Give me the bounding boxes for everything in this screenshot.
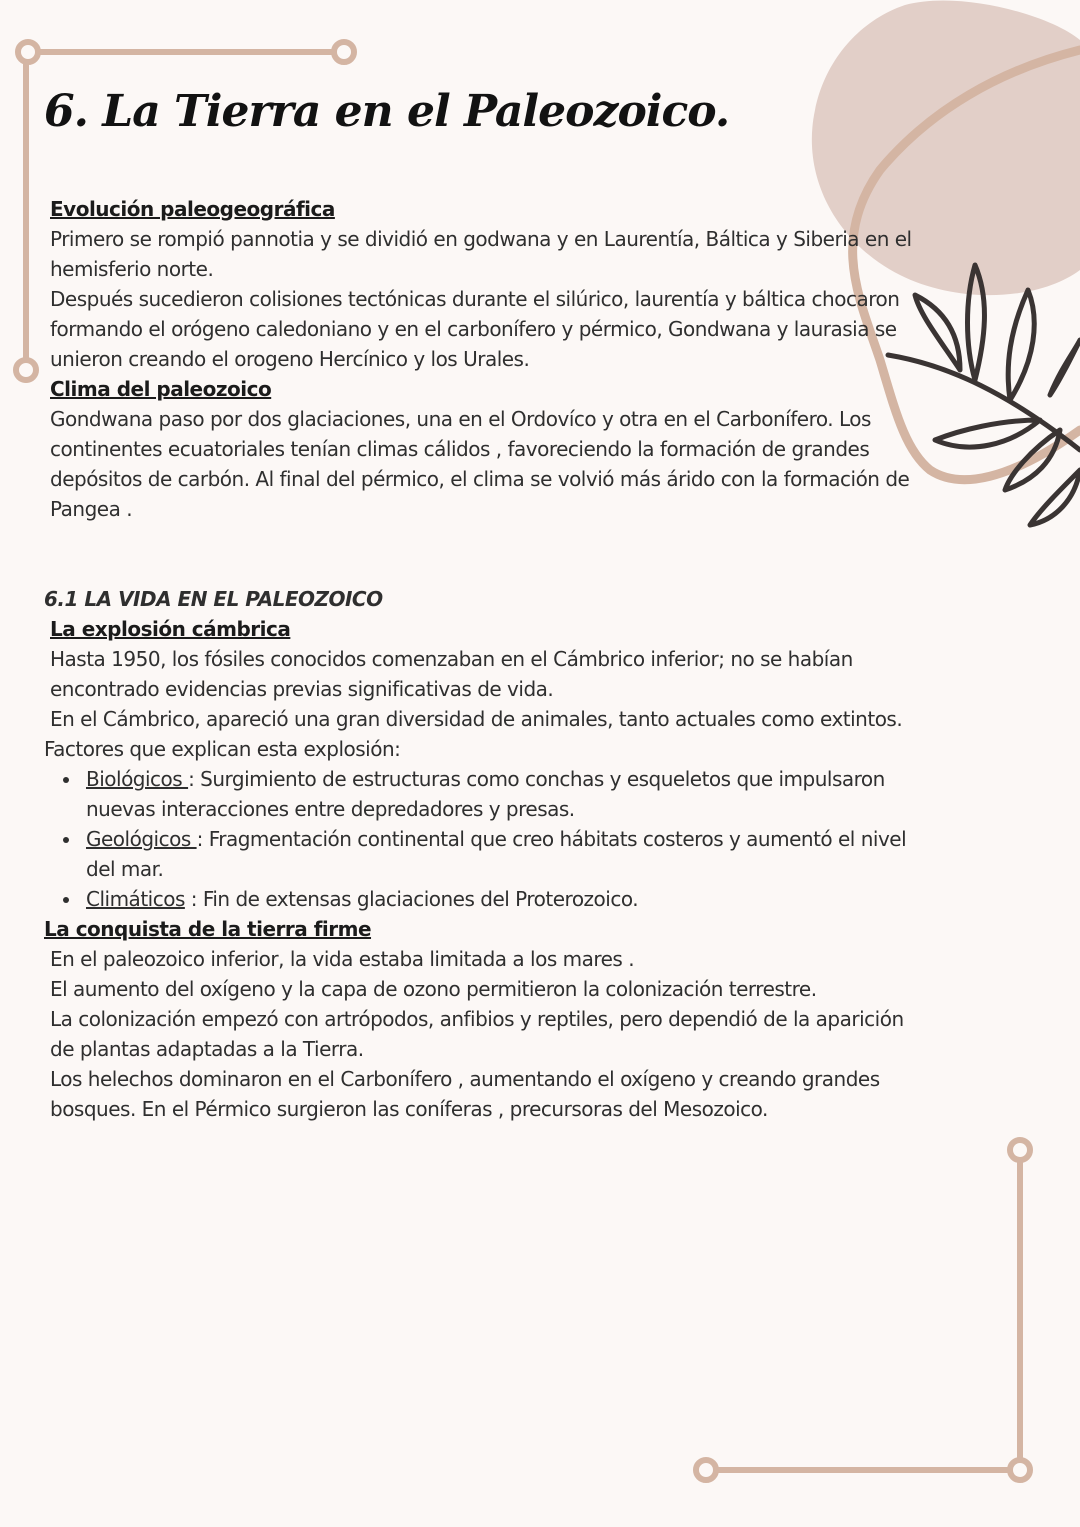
factors-list	[44, 764, 924, 914]
factor-text: : Fragmentación continental que creo hábitats costeros y aumentó el nivel del mar.	[86, 827, 907, 881]
paragraph: Primero se rompió pannotia y se dividió en godwana y en Laurentía, Báltica y Siberia en el hemisferio norte.	[50, 227, 912, 281]
factor-text: : Surgimiento de estructuras como conchas y esqueletos que impulsaron nuevas interacciones entre depredadores y presas.	[86, 767, 885, 821]
paragraph: Después sucedieron colisiones tectónicas durante el silúrico, laurentía y báltica chocaron formando el orógeno caledoniano y en el carbonífero y pérmico, Gondwana y laurasia se unieron creando el orogeno Hercínico y los Urales.	[50, 287, 900, 371]
factor-label: Geológicos	[86, 827, 197, 851]
paragraph: Los helechos dominaron en el Carbonífero , aumentando el oxígeno y creando grandes bosques. En el Pérmico surgieron las coníferas , precursoras del Mesozoico.	[50, 1067, 880, 1121]
factor-label: Climáticos	[86, 887, 185, 911]
section-title-vida: 6.1 LA VIDA EN EL PALEOZOICO	[44, 587, 383, 611]
section-heading-conquista: La conquista de la tierra firme	[44, 917, 372, 941]
paragraph: Gondwana paso por dos glaciaciones, una en el Ordovíco y otra en el Carbonífero. Los continentes ecuatoriales tenían climas cálidos , favoreciendo la formación de grandes depósitos de carbón. Al final del pérmico, el clima se volvió más árido con la formación de Pangea .	[50, 407, 910, 521]
list-item	[82, 824, 924, 884]
factor-text: : Fin de extensas glaciaciones del Proterozoico.	[184, 887, 639, 911]
page-title: 6. La Tierra en el Paleozoico.	[44, 86, 730, 137]
document-body	[44, 194, 924, 1124]
paragraph: El aumento del oxígeno y la capa de ozono permitieron la colonización terrestre.	[50, 977, 817, 1001]
section-heading-paleogeografia: Evolución paleogeográfica	[50, 197, 335, 221]
factor-label: Biológicos	[86, 767, 189, 791]
paragraph: En el paleozoico inferior, la vida estaba limitada a los mares .	[50, 947, 635, 971]
list-item	[82, 764, 924, 824]
paragraph: Factores que explican esta explosión:	[44, 737, 401, 761]
paragraph: Hasta 1950, los fósiles conocidos comenzaban en el Cámbrico inferior; no se habían encontrado evidencias previas significativas de vida.	[50, 647, 853, 701]
section-heading-clima: Clima del paleozoico	[50, 377, 272, 401]
paragraph: La colonización empezó con artrópodos, anfibios y reptiles, pero dependió de la aparición de plantas adaptadas a la Tierra.	[50, 1007, 904, 1061]
section-heading-explosion: La explosión cámbrica	[50, 617, 291, 641]
paragraph: En el Cámbrico, apareció una gran diversidad de animales, tanto actuales como extintos.	[50, 707, 903, 731]
frame-bottom-right	[696, 1140, 1030, 1480]
list-item	[82, 884, 924, 914]
